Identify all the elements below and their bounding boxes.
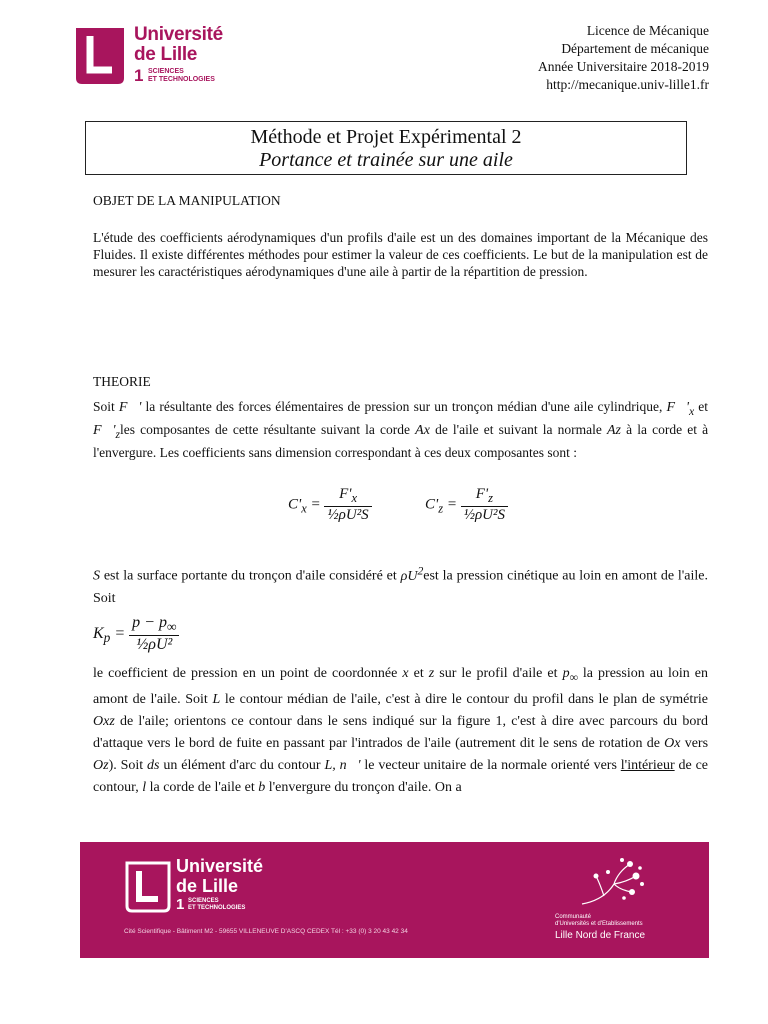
logo-text-universite: Université: [134, 24, 223, 45]
text-resultante: la résultante des forces élémentaires de pression sur un tronçon médian d'une aile cylindrique,: [145, 399, 663, 414]
university-logo: [72, 24, 262, 88]
header-url[interactable]: http://mecanique.univ-lille1.fr: [546, 77, 709, 92]
comue-line1: Communauté: [555, 914, 592, 920]
footer-lille-logo-icon: [124, 860, 172, 914]
logo-text-de-lille: de Lille: [134, 44, 198, 65]
objet-heading: OBJET DE LA MANIPULATION: [93, 193, 281, 208]
text-soit: Soit: [93, 399, 115, 414]
link-figure-1[interactable]: figure 1: [456, 713, 503, 729]
formula-kp: $K_p$ = $\frac{p - p_\infty}{\text{½ρU²}}$: [93, 614, 179, 654]
symbol-l: L: [212, 691, 221, 707]
footer-sci-line1: SCIENCES: [188, 898, 219, 904]
text-de-ce-contour: de ce contour,: [93, 757, 709, 795]
footer-logo-de-lille: de Lille: [176, 876, 239, 896]
footer-logo-text: [176, 856, 263, 896]
vector-fz: $F⃗'_z$: [93, 422, 120, 441]
logo-number: 1: [134, 66, 144, 85]
symbol-s: S: [93, 568, 100, 584]
text-pression-cinetique: est la pression cinétique au loin en amont de l'aile. Soit: [93, 568, 708, 606]
text-contour: le contour médian de l'aile, c'est à dire le contour du profil dans le plan de symétrie: [224, 691, 708, 707]
text-profil: sur le profil d'aile et: [439, 666, 558, 681]
symbol-l-corde: l: [142, 779, 147, 795]
text-pression-loin: la pression au loin en amont de l'aile. Soit: [93, 666, 709, 707]
text-normale: de l'aile et suivant la normale: [435, 421, 602, 437]
logo-sciences: [148, 68, 215, 84]
symbol-oz: Oz: [93, 757, 109, 773]
formula-cz: $C'_z$ = $\frac{F'_z}{\text{½ρU²S}}$: [425, 486, 508, 524]
symbol-ds: ds: [147, 757, 160, 773]
text-et: et: [698, 399, 709, 414]
objet-paragraph: L'étude des coefficients aérodynamiques d'un profils d'aile est un des domaines important de la Mécanique des Fluides. Il existe différentes méthodes pour estimer la valeur de ces coefficients. Le but de la manipulation est de mesurer les caractéristiques aérodynamiques d'une aile à partir de la répartition de pression.: [93, 230, 708, 279]
symbol-b: b: [258, 779, 266, 795]
symbol-x: x: [402, 666, 409, 681]
header-annee: Année Universitaire 2018-2019: [538, 59, 709, 74]
footer-address: Cité Scientifique - Bâtiment M2 - 59655 VILLENEUVE D'ASCQ CEDEX Tél : +33 (0) 3 20 43 42 34: [124, 928, 408, 935]
symbol-oxz: Oxz: [93, 713, 115, 729]
comue-lille-nord: Lille Nord de France: [555, 930, 646, 941]
symbol-pinf: $p_\infty$: [562, 666, 578, 684]
footer-sci-line2: ET TECHNOLOGIES: [188, 905, 246, 911]
comue-text: [555, 914, 643, 928]
theorie-paragraph-3: [93, 663, 708, 799]
page-subtitle: Portance et trainée sur une aile: [259, 149, 513, 171]
text-coef-pression: le coefficient de pression en un point de coordonnée: [93, 666, 398, 681]
text-surface: est la surface portante du tronçon d'aile considéré et: [103, 568, 397, 584]
text-et-2: et: [413, 666, 424, 681]
theorie-paragraph-2: [93, 560, 708, 610]
logo-sci-line2: ET TECHNOLOGIES: [148, 76, 215, 83]
page-title: Méthode et Projet Expérimental 2: [250, 126, 522, 148]
formula-cx: $C'_x$ = $\frac{F'_x}{\text{½ρU²S}}$: [288, 486, 372, 524]
text-parcours: , c'est à dire avec parcours du bord d'attaque vers le bord de fuite en passant par l'intrados de l'aile (autrement dit le sens de rotation de: [93, 713, 709, 751]
header-info: [538, 22, 709, 94]
symbol-ax: Ax: [415, 422, 430, 438]
footer-logo-universite: Université: [176, 856, 264, 876]
text-orientons: de l'aile; orientons ce contour dans le sens indiqué sur la: [119, 713, 452, 729]
symbol-z: z: [428, 666, 435, 681]
theorie-paragraph-1: [93, 398, 708, 462]
symbol-az: Az: [606, 422, 621, 438]
header-licence: Licence de Mécanique: [586, 23, 709, 38]
lille-logo-icon: [72, 24, 128, 88]
footer-logo-sciences: [188, 898, 245, 912]
vector-fx: $F⃗'_x$: [666, 400, 695, 418]
vector-f: F⃗': [118, 400, 142, 415]
title-box: [85, 121, 687, 175]
text-vecteur-unitaire: le vecteur unitaire de la normale orienté vers: [364, 757, 617, 773]
comue-tree-icon: [574, 854, 654, 914]
footer-banner: [80, 842, 709, 958]
symbol-l-n: L, n⃗': [324, 757, 361, 773]
symbol-ox: Ox: [664, 735, 681, 751]
text-coefficients: à la corde et à l'envergure. Les coefficients sans dimension correspondant à ces deux composantes sont :: [93, 421, 709, 460]
text-interieur: l'intérieur: [620, 757, 675, 773]
text-soit-2: ). Soit: [108, 757, 144, 773]
text-element-arc: un élément d'arc du contour: [163, 757, 321, 773]
text-corde: la corde de l'aile et: [149, 779, 255, 795]
footer-logo-number: 1: [176, 896, 185, 913]
text-vers: vers: [684, 735, 709, 751]
logo-sci-line1: SCIENCES: [148, 68, 184, 75]
symbol-rhou2: $\rho U^2$: [400, 564, 424, 584]
theorie-heading: THEORIE: [93, 374, 151, 389]
comue-line2: d'Universités et d'Etablissements: [555, 921, 643, 927]
text-composantes: les composantes de cette résultante suivant la corde: [119, 421, 411, 437]
text-envergure: l'envergure du tronçon d'aile. On a: [268, 779, 462, 795]
header-departement: Département de mécanique: [561, 41, 709, 56]
